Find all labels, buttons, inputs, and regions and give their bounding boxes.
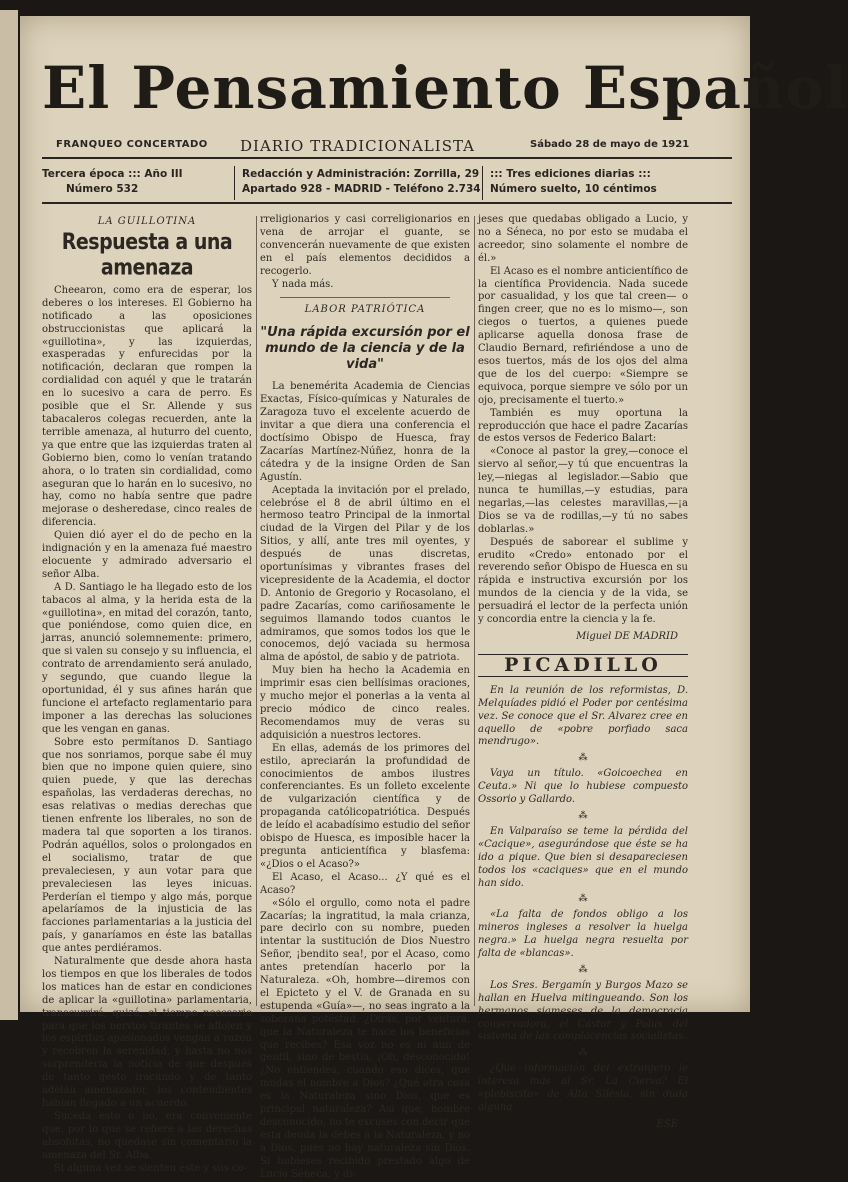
franqueo-label: FRANQUEO CONCERTADO <box>56 139 208 150</box>
column-2 <box>260 214 470 1180</box>
price-info <box>490 167 657 197</box>
divider <box>280 297 450 298</box>
apartado-text: Apartado 928 - MADRID - Teléfono 2.734 <box>242 183 481 195</box>
newspaper-page <box>20 16 848 1180</box>
masthead-rule-top <box>42 157 732 159</box>
info-divider <box>234 166 235 200</box>
paragraph: Sobre esto permítanos D. Santiago que nos sonriamos, porque sabe él muy bien que no impone quien quiere, sino quien puede, y que las derechas españolas, las verdaderas derechas, no esas relativas o medias derechas que tienen enfrente los liberales, no son de madera tal que soporten a los tiranos. Podrán aquéllos, solos o prolongados en el socialismo, tratar de que prevaleciesen, y aun votar para que prevaleciesen las leyes inicuas. Perderían el tiempo y algo más, porque apelaríamos de la injusticia de las facciones parlamentarias a la justicia del país, y ganaríamos en éste las batallas que antes perdiéramos. <box>42 736 252 955</box>
star-separator-icon: ⁂ <box>578 810 588 821</box>
column-rule <box>256 216 257 1006</box>
paragraph: Si alguna vez se sienten éste y sus co- <box>54 1162 248 1174</box>
paragraph: «Sólo el orgullo, como nota el padre Zacarías; la ingratitud, la mala crianza, pare decirlo con su nombre, pueden intentar la sustitución de Dios Nuestro Señor, ¡bendito sea!, por el Acaso, como antes pretendían hacerlo por la Naturaleza. «Oh, hombre—diremos con el Epicteto y el V. de Granada en su estupenda «Guía»—, no seas ingrato a la soberana potestad. ¿Dirás, por ventura, que la Naturaleza te hace los beneficios que recibes? Esa voz no es ni aun de gentil, sino de bestia. ¡Oh, desconocido! ¿No entiendes, cuando eso dices, que mudas el nombre a Dios? ¿Qué otra cosa es la Naturaleza sino Dios, que es principal naturaleza? Así que, hombre desconocido, no te excuses con decir que esta deuda la debes a la Naturaleza, y no a Dios, pues no hay naturaleza sin Dios. Si hubieses recibido prestado algo de Lucio Séneca, y di- <box>260 897 470 1180</box>
article-body <box>42 285 252 1176</box>
picadillo-item: En la reunión de los reformistas, D. Melquíades pidió el Poder por centésima vez. Se conoce que el Sr. Alvarez cree en aquello de «pobre porfiado saca mendrugo». <box>478 684 688 748</box>
picadillo-item: Los Sres. Bergamín y Burgos Mazo se hallan en Huelva mitingueando. Son los hermanos siameses de la democracia conservadora, el Cástor y Polux del sistema de las complacencias socialistas. <box>478 979 688 1043</box>
paragraph: Suceda esto o no, era conveniente que, por lo que se refiere a las derechas absolutas, no quedase sin comentario la amenaza del Sr. Alba. <box>42 1110 252 1161</box>
article-signature: Miguel DE MADRID <box>575 631 678 642</box>
epoca-text: Tercera época ::: Año III <box>42 168 183 180</box>
paragraph: El Acaso es el nombre anticientífico de la científica Providencia. Nada sucede por casualidad, y los que tal creen— o fingen creer, que no es lo mismo—, son ciegos o tuertos, a quienes puede aplicarse aquella donosa frase de Claudio Bernard, refiriéndose a uno de esos tuertos, más de los ojos del alma que de los del cuerpo: «Siempre se equivoca, porque siempre ve sólo por un ojo, precisamente el tuerto.» <box>478 265 688 406</box>
picadillo-title: PICADILLO <box>478 654 688 677</box>
paragraph: Y nada más. <box>272 278 334 290</box>
masthead-title: El Pensamiento Español <box>42 54 848 122</box>
info-divider <box>482 166 483 200</box>
issue-info <box>42 167 183 197</box>
picadillo-item: En Valparaíso se teme la pérdida del «Cacique», asegurándose que éste se ha ido a pique. Que bien si desapareciesen todos los «caciques» que en el mundo han sido. <box>478 825 688 889</box>
issue-date: Sábado 28 de mayo de 1921 <box>530 139 690 150</box>
contact-info <box>242 167 481 197</box>
star-separator-icon: ⁂ <box>578 964 588 975</box>
column-rule <box>474 216 475 1006</box>
masthead-rule-bottom <box>42 202 732 204</box>
diario-subtitle: DIARIO TRADICIONALISTA <box>240 137 475 155</box>
picadillo-item: ¿Qué información del extranjero le interesa más al Sr. La Cierva? El «plebiscito» de Alta Silesia, sin duda alguna. <box>478 1063 688 1113</box>
paragraph: jeses que quedabas obligado a Lucio, y no a Séneca, no por esto se mudaba el acreedor, sino solamente el nombre de él.» <box>478 214 688 264</box>
picadillo-item: «La falta de fondos obligo a los mineros ingleses a resolver la huelga negra.» La huelga negra resuelta por falta de «blancas». <box>478 909 688 960</box>
article-headline: "Una rápida excursión por el mundo de la ciencia y de la vida" <box>260 325 470 373</box>
paragraph: Después de saborear el sublime y erudito «Credo» entonado por el reverendo señor Obispo de Huesca en su rápida e instructiva excursión por los mundos de la ciencia y de la vida, se persuadirá el lector de la perfecta unión y concordia entre la ciencia y la fe. <box>478 536 688 626</box>
redaccion-text: Redacción y Administración: Zorrilla, 29 <box>242 168 480 180</box>
article-body <box>260 381 470 1181</box>
numero-text: Número 532 <box>66 183 139 195</box>
star-separator-icon: ⁂ <box>578 894 588 905</box>
star-separator-icon: ⁂ <box>578 1048 588 1059</box>
paragraph: Aceptada la invitación por el prelado, celebróse el 8 de abril último en el hermoso teatro Principal de la inmortal ciudad de la Virgen del Pilar y de los Sitios, y allí, ante tres mil oyentes, y después de unas discretas, oportunísimas y vibrantes frases del vicepresidente de la Academia, el doctor D. Antonio de Gregorio y Rocasolano, el padre Zacarías, como cariñosamente le seguimos llamando todos cuantos le admiramos, que somos todos los que le conocemos, dejó vaciada su hermosa alma de apóstol, de sabio y de patriota. <box>260 484 470 664</box>
paragraph: Naturalmente que desde ahora hasta los tiempos en que los liberales de todos los matices han de estar en condiciones de aplicar la «guillotina» parlamentaria, transcurrirá, quizá, el tiempo necesario para que los nervios tirantes se aflojen y los espíritus apasionados vengan a razón y recobren la serenidad, y hasta no nos sorprendería la noticia de que después de tanto gesto iracundo y de tanto adelán amenazador, los contendientes habían llegado a un acuerdo. <box>42 956 252 1109</box>
paragraph: En ellas, además de los primores del estilo, apreciarán la profundidad de conocimientos de ambos ilustres conferenciantes. Es un folleto excelente de vulgarización científica y de propaganda católicopatriótica. Después de leído el acabadísimo estudio del señor obispo de Huesca, es imposible hacer la pregunta anticientífica y blasfema: «¿Dios o el Acaso?» <box>260 742 470 870</box>
picadillo-section <box>478 685 688 1132</box>
article-headline: Respuesta a una amenaza <box>61 229 233 281</box>
paragraph: rreligionarios y casi correligionarios en vena de arrojar el guante, se convencerán nuevamente de que existen en el país elementos decididos a recogerlo. <box>260 214 470 277</box>
paragraph: La benemérita Academia de Ciencias Exactas, Físico-químicas y Naturales de Zaragoza tuvo el excelente acuerdo de invitar a que diera una conferencia el doctísimo Obispo de Huesca, fray Zacarías Martínez-Núñez, honra de la cátedra y de la insigne Orden de San Agustín. <box>260 381 470 483</box>
suelto-text: Número suelto, 10 céntimos <box>490 183 657 195</box>
star-separator-icon: ⁂ <box>578 753 588 764</box>
column-1 <box>42 214 252 1174</box>
picadillo-signature: ESE <box>656 1118 678 1130</box>
paragraph: Quien dió ayer el do de pecho en la indignación y en la amenaza fué maestro elocuente y admirado adversario el señor Alba. <box>42 530 252 580</box>
column-3 <box>478 214 688 1130</box>
section-label: LA GUILLOTINA <box>97 216 197 227</box>
paragraph: El Acaso, el Acaso... ¿Y qué es el Acaso? <box>260 871 470 896</box>
picadillo-item: Vaya un título. «Goicoechea en Ceuta.» Ni que lo hubiese compuesto Ossorio y Gallardo. <box>478 768 688 806</box>
paragraph: A D. Santiago le ha llegado esto de los tabacos al alma, y la herida esta de la «guillotina», en mitad del corazón, tanto, que poniéndose, como quien dice, en jarras, anunció solemnemente: primero, que si valen su consejo y su influencia, el contrato de arrendamiento será anulado, y segundo, que cuando llegue la oportunidad, él y sus afines harán que funcione el artefacto reglamentario para imponer a las derechas las soluciones que les vengan en ganas. <box>42 581 252 735</box>
paragraph: «Conoce al pastor la grey,—conoce el siervo al señor,—y tú que encuentras la ley,—niegas al legislador.—Sabio que nunca te humillas,—y estudias, para negarlas,—las celestes maravillas,—¡a Dios se va de rodillas,—y tú no sabes doblarlas.» <box>478 446 688 535</box>
paragraph: También es muy oportuna la reproducción que hace el padre Zacarías de estos versos de Federico Balart: <box>478 407 688 445</box>
ediciones-text: ::: Tres ediciones diarias ::: <box>490 168 651 180</box>
section-label: LABOR PATRIÓTICA <box>304 304 426 316</box>
paragraph: Cheearon, como era de esperar, los deberes o los intereses. El Gobierno ha notificado a las oposiciones obstruccionistas que aplicará la «guillotina», y las izquierdas, exasperadas y enfurecidas por la notificación, declaran que rompen la cordialidad con aquél y que le tratarán en lo sucesivo a cara de perro. Es posible que el Sr. Allende y sus tabacaleros colegas recuerden, ante la terrible amenaza, al huturro del cuento, ya que entre que las izquierdas traten al Gobierno bien, como lo venían tratando ahora, o lo traten sin cordialidad, como aseguran que lo harán en lo sucesivo, no hay, como no había sentre que padre mejorase o desheredase, cinco reales de diferencia. <box>42 284 252 529</box>
paragraph: Muy bien ha hecho la Academia en imprimir esas cien bellísimas oraciones, y mucho mejor el ponerlas a la venta al precio módico de cinco reales. Recomendamos muy de veras su adquisición a nuestros lectores. <box>260 665 470 741</box>
adjacent-page-edge <box>0 10 18 1020</box>
